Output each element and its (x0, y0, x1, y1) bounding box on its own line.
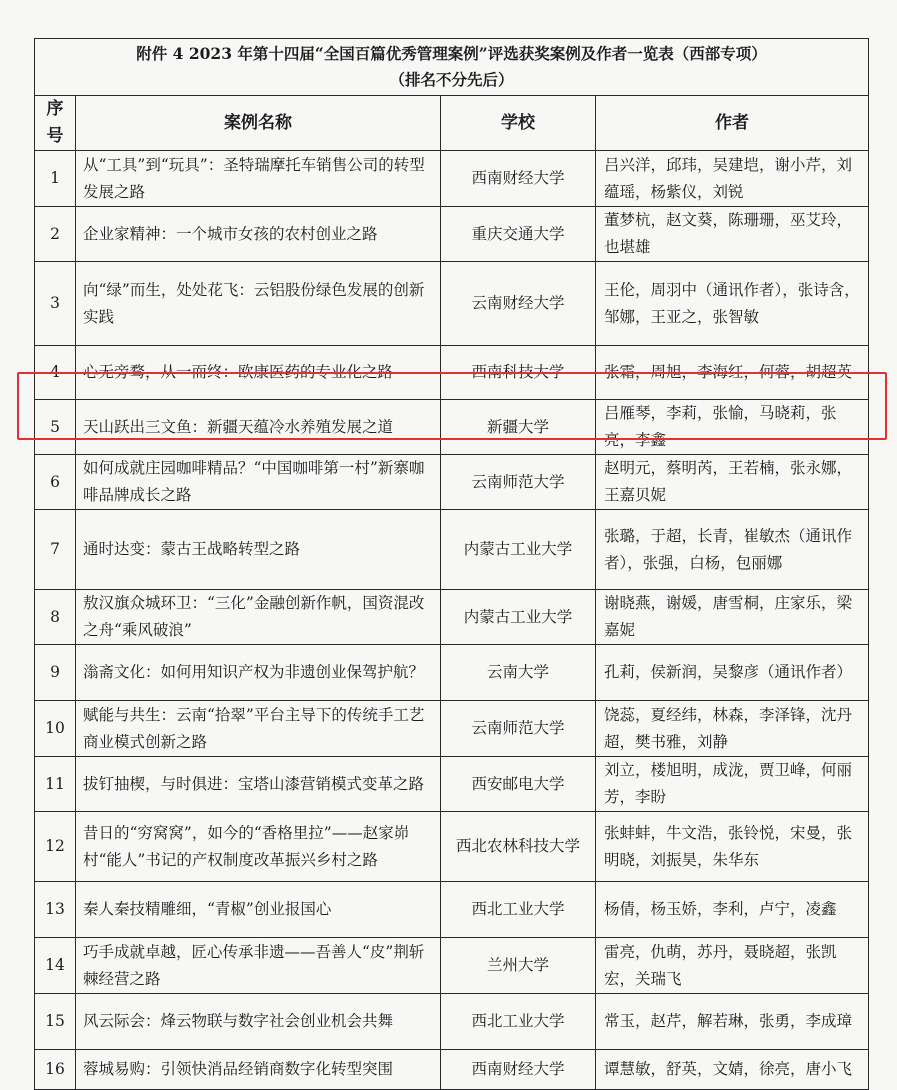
school-name: 西南财经大学 (441, 151, 596, 207)
school-name: 云南大学 (441, 645, 596, 701)
row-number: 3 (35, 262, 76, 346)
table-row (35, 1050, 869, 1090)
school-name: 西北工业大学 (441, 882, 596, 938)
authors: 常玉，赵芹，解若琳，张勇，李成璋 (596, 994, 869, 1050)
row-number: 2 (35, 207, 76, 262)
row-number: 6 (35, 455, 76, 510)
row-number: 7 (35, 510, 76, 590)
case-name: 赋能与共生：云南“拾翠”平台主导下的传统手工艺商业模式创新之路 (76, 701, 441, 757)
authors: 杨倩，杨玉娇，李利，卢宁，凌鑫 (596, 882, 869, 938)
school-name: 兰州大学 (441, 938, 596, 994)
row-number: 5 (35, 400, 76, 455)
authors: 谭慧敏，舒英，文婧，徐亮，唐小飞 (596, 1050, 869, 1090)
authors: 张蚌蚌，牛文浩，张铃悦，宋曼，张明晓，刘振昊，朱华东 (596, 812, 869, 882)
case-name: 敖汉旗众城环卫：“三化”金融创新作帆，国资混改之舟“乘风破浪” (76, 590, 441, 645)
table-body (35, 151, 869, 1090)
table-title (35, 39, 869, 96)
table-row (35, 262, 869, 346)
case-name: 滃斋文化：如何用知识产权为非遗创业保驾护航？ (76, 645, 441, 701)
authors: 董梦杭，赵文葵，陈珊珊，巫艾玲，也堪雄 (596, 207, 869, 262)
case-name: 巧手成就卓越，匠心传承非遗——吾善人“皮”荆斩棘经营之路 (76, 938, 441, 994)
table-row (35, 701, 869, 757)
table-row (35, 455, 869, 510)
row-number: 14 (35, 938, 76, 994)
row-number: 10 (35, 701, 76, 757)
case-name: 向“绿”而生，处处花飞：云铝股份绿色发展的创新实践 (76, 262, 441, 346)
table-row (35, 882, 869, 938)
table-row (35, 400, 869, 455)
header-row (35, 96, 869, 151)
header-name: 案例名称 (76, 96, 441, 151)
school-name: 云南财经大学 (441, 262, 596, 346)
row-number: 15 (35, 994, 76, 1050)
award-list-document (34, 38, 868, 1090)
school-name: 新疆大学 (441, 400, 596, 455)
header-author: 作者 (596, 96, 869, 151)
table-row (35, 938, 869, 994)
case-name: 拔钉抽楔，与时俱进：宝塔山漆营销模式变革之路 (76, 757, 441, 812)
row-number: 8 (35, 590, 76, 645)
authors: 王伦，周羽中（通讯作者），张诗含，邹娜，王亚之，张智敏 (596, 262, 869, 346)
table-row (35, 510, 869, 590)
table-row (35, 346, 869, 400)
authors: 吕雁琴，李莉，张愉，马晓莉，张亮，李鑫 (596, 400, 869, 455)
table-row (35, 207, 869, 262)
authors: 饶蕊，夏经纬，林森，李泽锋，沈丹超，樊书雅，刘静 (596, 701, 869, 757)
authors: 雷亮，仇萌，苏丹，聂晓超，张凯宏，关瑞飞 (596, 938, 869, 994)
row-number: 13 (35, 882, 76, 938)
school-name: 重庆交通大学 (441, 207, 596, 262)
school-name: 云南师范大学 (441, 701, 596, 757)
table-row (35, 645, 869, 701)
row-number: 9 (35, 645, 76, 701)
school-name: 内蒙古工业大学 (441, 590, 596, 645)
authors: 张璐，于超，长青，崔敏杰（通讯作者），张强，白杨，包丽娜 (596, 510, 869, 590)
authors: 刘立，楼旭明，成泷，贾卫峰，何丽芳，李盼 (596, 757, 869, 812)
school-name: 西南科技大学 (441, 346, 596, 400)
school-name: 西北农林科技大学 (441, 812, 596, 882)
case-name: 心无旁骛，从一而终：欧康医药的专业化之路 (76, 346, 441, 400)
table-row (35, 151, 869, 207)
case-name: 如何成就庄园咖啡精品？“中国咖啡第一村”新寨咖啡品牌成长之路 (76, 455, 441, 510)
case-name: 天山跃出三文鱼：新疆天蕴冷水养殖发展之道 (76, 400, 441, 455)
case-name: 蓉城易购：引领快消品经销商数字化转型突围 (76, 1050, 441, 1090)
table-row (35, 590, 869, 645)
table-row (35, 994, 869, 1050)
school-name: 内蒙古工业大学 (441, 510, 596, 590)
school-name: 西安邮电大学 (441, 757, 596, 812)
row-number: 4 (35, 346, 76, 400)
case-name: 通时达变：蒙古王战略转型之路 (76, 510, 441, 590)
row-number: 1 (35, 151, 76, 207)
school-name: 西北工业大学 (441, 994, 596, 1050)
authors: 吕兴洋，邱玮，吴建垲，谢小芹，刘蕴瑶，杨紫仪，刘锐 (596, 151, 869, 207)
case-name: 秦人秦技精雕细，“青椒”创业报国心 (76, 882, 441, 938)
authors: 张霜，周旭，李海红，何蓉，胡超英 (596, 346, 869, 400)
case-name: 风云际会：烽云物联与数字社会创业机会共舞 (76, 994, 441, 1050)
header-no: 序号 (35, 96, 76, 151)
case-name: 从“工具”到“玩具”：圣特瑞摩托车销售公司的转型发展之路 (76, 151, 441, 207)
title-line-1: 附件 4 2023 年第十四届“全国百篇优秀管理案例”评选获奖案例及作者一览表（西部专项） (136, 44, 767, 63)
authors: 赵明元，蔡明芮，王若楠，张永娜，王嘉贝妮 (596, 455, 869, 510)
authors: 孔莉，侯新润，吴黎彦（通讯作者） (596, 645, 869, 701)
school-name: 云南师范大学 (441, 455, 596, 510)
table-row (35, 757, 869, 812)
school-name: 西南财经大学 (441, 1050, 596, 1090)
row-number: 12 (35, 812, 76, 882)
table-row (35, 812, 869, 882)
case-name: 昔日的“穷窝窝”，如今的“香格里拉”——赵家峁村“能人”书记的产权制度改革振兴乡村之路 (76, 812, 441, 882)
case-name: 企业家精神：一个城市女孩的农村创业之路 (76, 207, 441, 262)
header-school: 学校 (441, 96, 596, 151)
title-line-2: （排名不分先后） (389, 70, 514, 89)
authors: 谢晓燕，谢媛，唐雪桐，庄家乐，梁嘉妮 (596, 590, 869, 645)
row-number: 11 (35, 757, 76, 812)
row-number: 16 (35, 1050, 76, 1090)
award-table (34, 38, 869, 1090)
